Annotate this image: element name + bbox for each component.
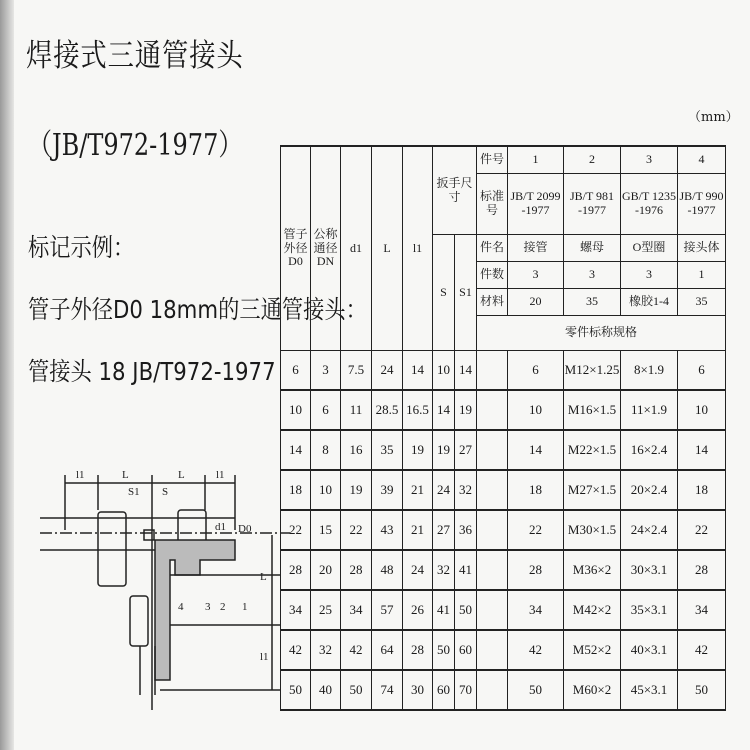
table-cell: 41: [455, 550, 477, 590]
table-cell: 28.5: [372, 390, 403, 430]
table-row: [281, 430, 726, 470]
standard-number: （JB/T972-1977）: [28, 128, 243, 163]
table-cell: 18: [508, 470, 564, 510]
part-info-row: [281, 146, 726, 174]
table-row: [281, 390, 726, 430]
table-cell: 20: [311, 550, 341, 590]
table-cell: 70: [455, 670, 477, 710]
part-row-value: 20: [508, 289, 564, 316]
table-cell: 10: [678, 390, 726, 430]
table-cell: 22: [341, 510, 372, 550]
table-row: [281, 630, 726, 670]
table-cell: 19: [433, 430, 455, 470]
table-cell: 28: [341, 550, 372, 590]
header-spec: 零件标称规格: [477, 316, 726, 351]
part-callout-1: 1: [242, 601, 248, 613]
part-row-value: 2: [564, 146, 621, 174]
table-cell: 32: [433, 550, 455, 590]
table-cell: M60×2: [564, 670, 621, 710]
table-cell: 10: [281, 390, 311, 430]
part-row-value: 螺母: [564, 235, 621, 262]
table-cell: 27: [433, 510, 455, 550]
label-L-right: L: [178, 469, 185, 481]
table-cell: 45×3.1: [621, 670, 678, 710]
table-cell: 57: [372, 590, 403, 630]
table-cell: 25: [311, 590, 341, 630]
table-row: [281, 590, 726, 630]
table-cell: 60: [455, 630, 477, 670]
table-cell: 24×2.4: [621, 510, 678, 550]
table-cell: 32: [311, 630, 341, 670]
label-l1-right: l1: [216, 469, 225, 481]
part-row-value: O型圈: [621, 235, 678, 262]
table-cell: 15: [311, 510, 341, 550]
table-cell: 14: [403, 351, 433, 391]
part-row-value: JB/T 981 -1977: [564, 174, 621, 235]
part-row-value: 接头体: [678, 235, 726, 262]
table-cell: 19: [341, 470, 372, 510]
part-row-value: 3: [621, 146, 678, 174]
part-row-label: 材料: [477, 289, 508, 316]
table-cell: 6: [281, 351, 311, 391]
header-S1: S1: [455, 235, 477, 351]
table-row: [281, 470, 726, 510]
table-cell: M16×1.5: [564, 390, 621, 430]
table-cell: 8: [311, 430, 341, 470]
table-cell: 16.5: [403, 390, 433, 430]
table-cell: 24: [433, 470, 455, 510]
table-cell: 10: [433, 351, 455, 391]
table-cell: 22: [281, 510, 311, 550]
label-L-left: L: [122, 469, 129, 481]
table-cell: 32: [455, 470, 477, 510]
table-cell: 14: [455, 351, 477, 391]
header-wrench: 扳手尺寸: [433, 146, 477, 235]
label-L-vertical: L: [260, 571, 267, 583]
table-cell: 22: [678, 510, 726, 550]
table-cell: 34: [341, 590, 372, 630]
table-cell-empty: [477, 590, 508, 630]
table-cell: 28: [508, 550, 564, 590]
table-row: [281, 550, 726, 590]
part-row-value: 4: [678, 146, 726, 174]
table-cell: 42: [281, 630, 311, 670]
header-S: S: [433, 235, 455, 351]
part-row-value: 1: [508, 146, 564, 174]
dimension-table: [280, 145, 726, 711]
label-D0: D0: [238, 523, 252, 535]
table-cell: M30×1.5: [564, 510, 621, 550]
table-cell: 28: [403, 630, 433, 670]
table-row: [281, 351, 726, 391]
table-cell: 30: [403, 670, 433, 710]
part-callout-4: 4: [178, 601, 184, 613]
label-S: S: [162, 486, 169, 498]
part-row-value: 3: [564, 262, 621, 289]
table-cell: 50: [281, 670, 311, 710]
part-row-label: 标准号: [477, 174, 508, 235]
table-cell: 42: [678, 630, 726, 670]
table-cell: 74: [372, 670, 403, 710]
table-cell: 18: [281, 470, 311, 510]
table-cell: 16×2.4: [621, 430, 678, 470]
example-description: 管子外径D0 18mm的三通管接头：: [28, 295, 367, 324]
nut-left: [98, 512, 126, 586]
table-cell: 34: [281, 590, 311, 630]
part-row-value: 3: [621, 262, 678, 289]
table-cell: 34: [508, 590, 564, 630]
table-cell: M42×2: [564, 590, 621, 630]
table-cell: 6: [311, 390, 341, 430]
table-row: [281, 670, 726, 710]
table-cell: 6: [508, 351, 564, 391]
part-callout-3: 3: [205, 601, 211, 613]
table-cell: 28: [281, 550, 311, 590]
part-row-label: 件名: [477, 235, 508, 262]
table-cell: 14: [678, 430, 726, 470]
table-cell: 8×1.9: [621, 351, 678, 391]
table-cell: 14: [508, 430, 564, 470]
part-row-value: 35: [564, 289, 621, 316]
table-cell: 64: [372, 630, 403, 670]
table-cell: 20×2.4: [621, 470, 678, 510]
table-cell: 24: [403, 550, 433, 590]
header-dn: 公称通径DN: [311, 146, 341, 351]
table-cell: 19: [455, 390, 477, 430]
example-heading: 标记示例：: [28, 233, 135, 262]
table-cell: 22: [508, 510, 564, 550]
table-cell-empty: [477, 510, 508, 550]
part-row-label: 件号: [477, 146, 508, 174]
part-row-value: JB/T 2099 -1977: [508, 174, 564, 235]
label-S1: S1: [128, 486, 140, 498]
label-l1-vertical: l1: [260, 651, 269, 663]
table-cell: 50: [341, 670, 372, 710]
page-title: 焊接式三通管接头: [26, 38, 244, 74]
table-cell: 39: [372, 470, 403, 510]
header-l1: l1: [403, 146, 433, 351]
table-cell-empty: [477, 630, 508, 670]
table-cell: 10: [311, 470, 341, 510]
table-cell: 28: [678, 550, 726, 590]
table-cell: 48: [372, 550, 403, 590]
table-cell: 42: [508, 630, 564, 670]
part-row-value: 接管: [508, 235, 564, 262]
table-cell: 11×1.9: [621, 390, 678, 430]
table-cell: 35: [372, 430, 403, 470]
unit-label: （mm）: [688, 110, 739, 125]
part-row-value: 3: [508, 262, 564, 289]
part-row-value: 35: [678, 289, 726, 316]
table-cell: 19: [403, 430, 433, 470]
table-cell: 24: [372, 351, 403, 391]
table-cell: 60: [433, 670, 455, 710]
example-mark: 管接头 18 JB/T972-1977: [28, 357, 276, 386]
table-cell: M52×2: [564, 630, 621, 670]
table-cell: M27×1.5: [564, 470, 621, 510]
part-row-value: JB/T 990 -1977: [678, 174, 726, 235]
table-cell-empty: [477, 430, 508, 470]
table-cell: 6: [678, 351, 726, 391]
table-cell: M12×1.25: [564, 351, 621, 391]
table-cell: 21: [403, 470, 433, 510]
table-cell: 16: [341, 430, 372, 470]
table-cell: 41: [433, 590, 455, 630]
header-d1: d1: [341, 146, 372, 351]
table-cell: 27: [455, 430, 477, 470]
table-cell: 40: [311, 670, 341, 710]
table-row: [281, 510, 726, 550]
table-cell-empty: [477, 390, 508, 430]
table-cell: 50: [508, 670, 564, 710]
table-cell: 30×3.1: [621, 550, 678, 590]
table-cell: 40×3.1: [621, 630, 678, 670]
table-cell: 21: [403, 510, 433, 550]
tee-fitting-drawing: [10, 450, 290, 710]
table-cell: 18: [678, 470, 726, 510]
table-cell: M22×1.5: [564, 430, 621, 470]
part-row-value: 1: [678, 262, 726, 289]
table-cell: 35×3.1: [621, 590, 678, 630]
table-cell: 26: [403, 590, 433, 630]
table-cell: 7.5: [341, 351, 372, 391]
table-cell: 14: [281, 430, 311, 470]
table-cell: 14: [433, 390, 455, 430]
part-callout-2: 2: [220, 601, 226, 613]
table-cell-empty: [477, 351, 508, 391]
table-cell-empty: [477, 470, 508, 510]
table-cell: 10: [508, 390, 564, 430]
table-cell: 34: [678, 590, 726, 630]
table-cell: 50: [455, 590, 477, 630]
label-l1-left: l1: [76, 469, 85, 481]
table-cell-empty: [477, 670, 508, 710]
table-cell: 42: [341, 630, 372, 670]
table-cell: 43: [372, 510, 403, 550]
part-row-value: 橡胶1-4: [621, 289, 678, 316]
table-cell: 50: [678, 670, 726, 710]
table-cell: M36×2: [564, 550, 621, 590]
label-d1: d1: [215, 521, 226, 533]
table-cell: 50: [433, 630, 455, 670]
header-do: 管子外径D0: [281, 146, 311, 351]
table-cell: 36: [455, 510, 477, 550]
nut-bottom: [130, 596, 148, 646]
part-row-value: GB/T 1235 -1976: [621, 174, 678, 235]
table-cell: 3: [311, 351, 341, 391]
table-cell-empty: [477, 550, 508, 590]
table-cell: 11: [341, 390, 372, 430]
part-row-label: 件数: [477, 262, 508, 289]
header-L: L: [372, 146, 403, 351]
